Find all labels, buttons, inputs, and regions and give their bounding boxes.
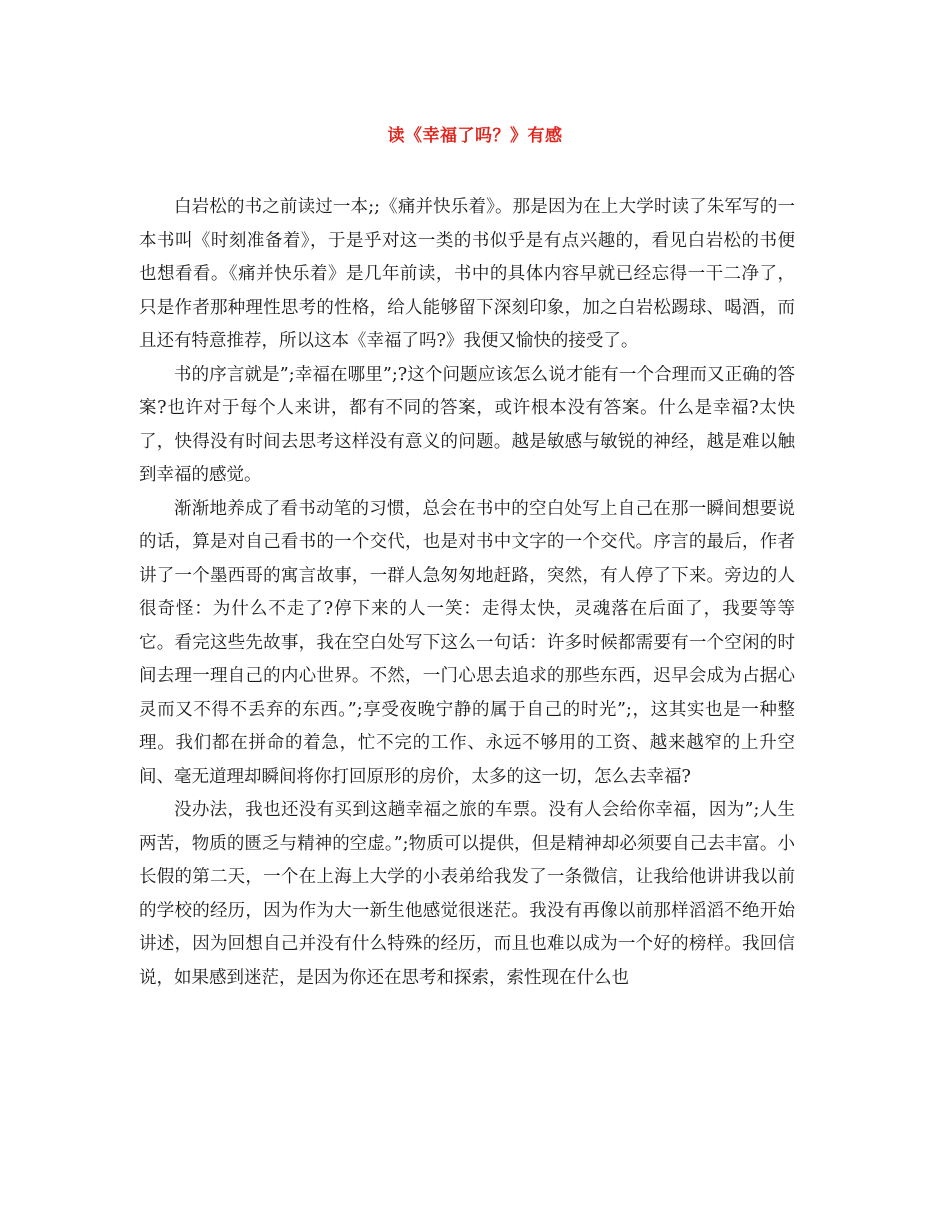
document-body [139, 191, 795, 995]
paragraph-1: 白岩松的书之前读过一本;;《痛并快乐着》。那是因为在上大学时读了朱军写的一本书叫《时刻准备着》，于是乎对这一类的书似乎是有点兴趣的，看见白岩松的书便也想看看。《痛并快乐着》是几年前读，书中的具体内容早就已经忘得一干二净了，只是作者那种理性思考的性格，给人能够留下深刻印象，加之白岩松踢球、喝酒，而且还有特意推荐，所以这本《幸福了吗?》我便又愉快的接受了。 [139, 197, 795, 351]
paragraph-2: 书的序言就是”;幸福在哪里”;?这个问题应该怎么说才能有一个合理而又正确的答案?也许对于每个人来讲，都有不同的答案，或许根本没有答案。什么是幸福?太快了，快得没有时间去思考这样没有意义的问题。越是敏感与敏锐的神经，越是难以触到幸福的感觉。 [139, 364, 795, 485]
paragraph-4: 没办法，我也还没有买到这趟幸福之旅的车票。没有人会给你幸福，因为”;人生两苦，物质的匮乏与精神的空虚。”;物质可以提供，但是精神却必须要自己去丰富。小长假的第二天，一个在上海上大学的小表弟给我发了一条微信，让我给他讲讲我以前的学校的经历，因为作为大一新生他感觉很迷茫。我没有再像以前那样滔滔不绝开始讲述，因为回想自己并没有什么特殊的经历，而且也难以成为一个好的榜样。我回信说，如果感到迷茫，是因为你还在思考和探索，索性现在什么也 [139, 800, 795, 988]
paragraph-3: 渐渐地养成了看书动笔的习惯，总会在书中的空白处写上自己在那一瞬间想要说的话，算是对自己看书的一个交代，也是对书中文字的一个交代。序言的最后，作者讲了一个墨西哥的寓言故事，一群人急匆匆地赶路，突然，有人停了下来。旁边的人很奇怪：为什么不走了?停下来的人一笑：走得太快，灵魂落在后面了，我要等等它。看完这些先故事，我在空白处写下这么一句话：许多时候都需要有一个空闲的时间去理一理自己的内心世界。不然，一门心思去追求的那些东西，迟早会成为占据心灵而又不得不丢弃的东西。”;享受夜晚宁静的属于自己的时光”;，这其实也是一种整理。我们都在拼命的着急，忙不完的工作、永远不够用的工资、越来越窄的上升空间、毫无道理却瞬间将你打回原形的房价，太多的这一切，怎么去幸福? [139, 498, 795, 787]
document-title: 读《幸福了吗？》有感 [387, 126, 563, 146]
